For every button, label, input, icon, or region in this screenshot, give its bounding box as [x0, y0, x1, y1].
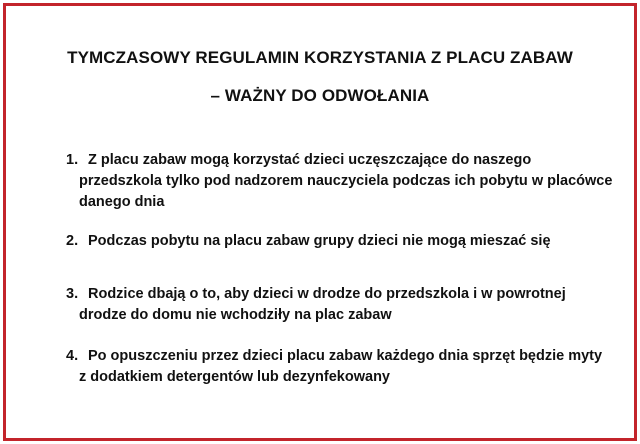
- rule-line: [66, 284, 626, 305]
- rule-text: z dodatkiem detergentów lub dezynfekowany: [79, 369, 390, 385]
- rule-line: [66, 150, 626, 171]
- rule-text: Z placu zabaw mogą korzystać dzieci uczęszczające do naszego: [88, 152, 532, 168]
- rule-text: Rodzice dbają o to, aby dzieci w drodze do przedszkola i w powrotnej: [88, 286, 566, 302]
- page-title-line-2: – WAŻNY DO ODWOŁANIA: [210, 86, 430, 105]
- rule-text: drodze do domu nie wchodziły na plac zabaw: [79, 307, 392, 323]
- rule-item-4: [66, 346, 626, 388]
- rule-item-1: [66, 150, 626, 213]
- rule-number: 2.: [66, 233, 79, 249]
- rule-text: Podczas pobytu na placu zabaw grupy dzieci nie mogą mieszać się: [88, 233, 551, 249]
- rule-text: Po opuszczeniu przez dzieci placu zabaw każdego dnia sprzęt będzie myty: [88, 348, 603, 364]
- rule-number: 1.: [66, 152, 79, 168]
- rule-item-3: [66, 284, 626, 326]
- document-frame: [3, 3, 637, 441]
- rule-item-2: [66, 231, 626, 252]
- rule-number: 3.: [66, 286, 79, 302]
- rule-number: 4.: [66, 348, 79, 364]
- rule-text: danego dnia: [79, 194, 165, 210]
- page-title-line-1: TYMCZASOWY REGULAMIN KORZYSTANIA Z PLACU ZABAW: [67, 48, 573, 67]
- rule-text: przedszkola tylko pod nadzorem nauczyciela podczas ich pobytu w placówce: [79, 173, 613, 189]
- rule-line: [66, 231, 626, 252]
- rule-line: [66, 346, 626, 367]
